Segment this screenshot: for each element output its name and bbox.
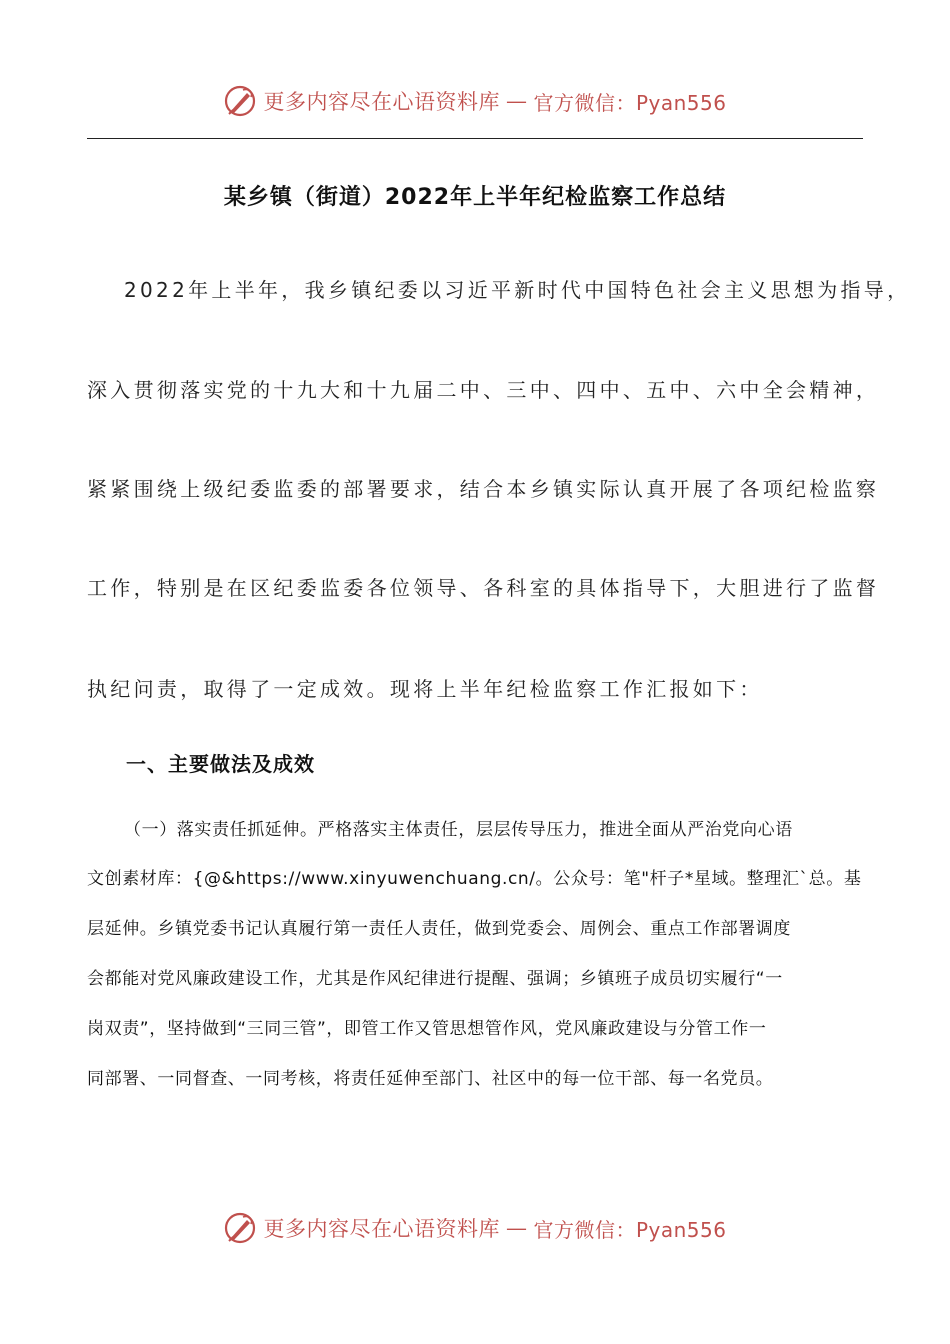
body-line: 层延伸。乡镇党委书记认真履行第一责任人责任，做到党委会、周例会、重点工作部署调度 <box>87 919 791 939</box>
intro-line: 深入贯彻落实党的十九大和十九届二中、三中、四中、五中、六中全会精神， <box>87 378 880 402</box>
banner-dash: — <box>505 1216 528 1240</box>
quill-logo-icon <box>223 84 257 118</box>
body-line: （一）落实责任抓延伸。严格落实主体责任，层层传导压力，推进全面从严治党向心语 <box>124 820 793 840</box>
body-line: 岗双责”，坚持做到“三同三管”，即管工作又管思想管作风，党风廉政建设与分管工作一 <box>87 1019 767 1039</box>
banner-dash: — <box>505 89 528 113</box>
banner-wechat-text: 官方微信：Pyan556 <box>533 1217 727 1242</box>
quill-logo-icon <box>223 1211 257 1245</box>
section-heading: 一、主要做法及成效 <box>126 752 315 776</box>
document-title: 某乡镇（街道）2022年上半年纪检监察工作总结 <box>223 185 727 210</box>
intro-line: 工作，特别是在区纪委监委各位领导、各科室的具体指导下，大胆进行了监督 <box>87 576 880 600</box>
body-line: 会都能对党风廉政建设工作，尤其是作风纪律进行提醒、强调；乡镇班子成员切实履行“一 <box>87 969 783 989</box>
header-rule <box>87 138 863 139</box>
intro-line: 执纪问责，取得了一定成效。现将上半年纪检监察工作汇报如下： <box>87 677 763 701</box>
banner-brand-text: 更多内容尽在心语资料库 <box>263 1217 500 1241</box>
body-line: 同部署、一同督查、一同考核，将责任延伸至部门、社区中的每一位干部、每一名党员。 <box>87 1069 774 1089</box>
body-line: 文创素材库：{@&https://www.xinyuwenchuang.cn/。公众号：笔"杆子*星域。整理汇`总。基 <box>87 869 862 889</box>
header-watermark-banner <box>0 84 950 118</box>
intro-line: 紧紧围绕上级纪委监委的部署要求，结合本乡镇实际认真开展了各项纪检监察 <box>87 477 880 501</box>
footer-watermark-banner <box>0 1211 950 1245</box>
intro-line: 2022年上半年，我乡镇纪委以习近平新时代中国特色社会主义思想为指导， <box>124 278 911 302</box>
banner-wechat-text: 官方微信：Pyan556 <box>533 90 727 115</box>
banner-brand-text: 更多内容尽在心语资料库 <box>263 90 500 114</box>
